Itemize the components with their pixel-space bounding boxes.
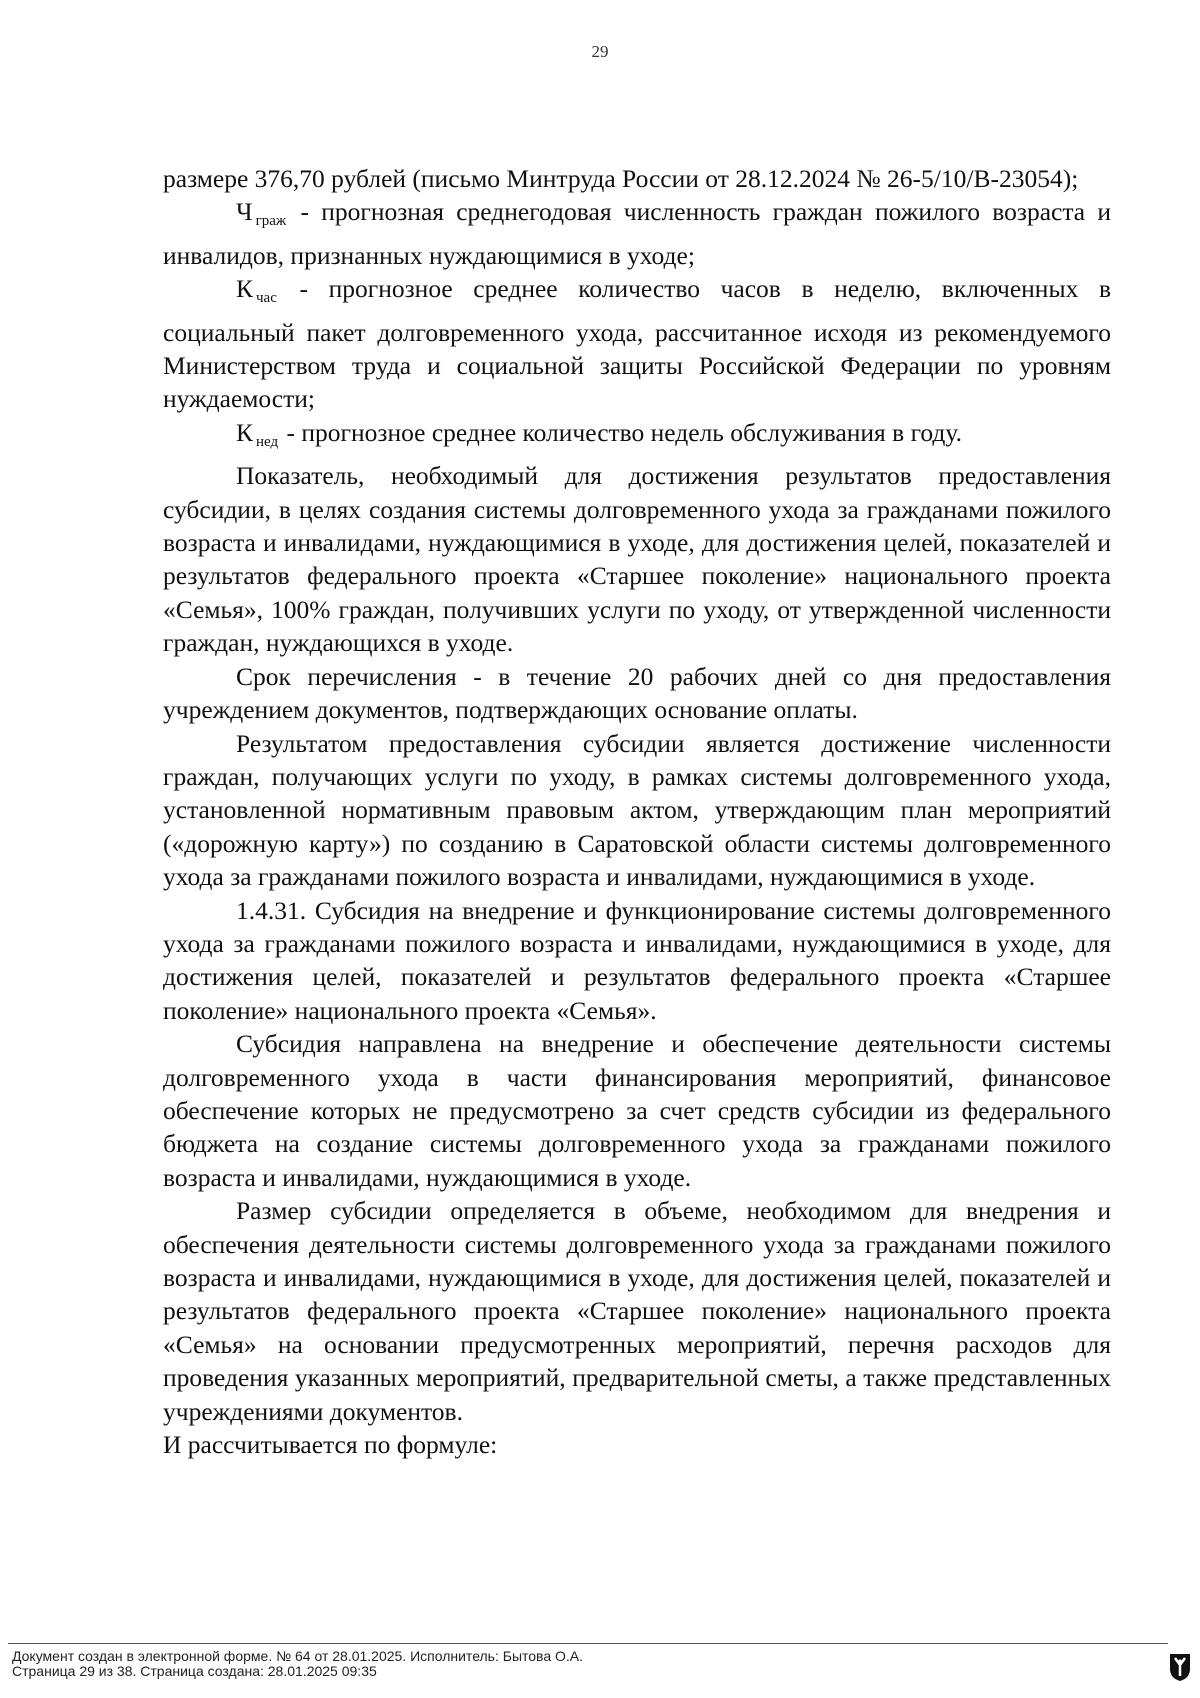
variable-subscript: нед	[256, 433, 279, 450]
definition-text: - прогнозное среднее количество часов в неделю, включенных в социальный пакет долговременного ухода, рассчитанное исходя из рекомендуемого Министерством труда и социальной защиты Российской Федерации по уровням нуждаемости;	[163, 274, 1111, 414]
definition-text: - прогнозное среднее количество недель обслуживания в году.	[280, 417, 962, 447]
footer-document-info: Документ создан в электронной форме. № 64 от 28.01.2025. Исполнитель: Бытова О.А.	[12, 1648, 584, 1664]
page-number: 29	[591, 42, 609, 61]
paragraph-result: Результатом предоставления субсидии является достижение численности граждан, получающих услуги по уходу, в рамках системы долговременного ухода, установленной нормативным правовым актом, утверждающим план мероприятий («дорожную карту») по созданию в Саратовской области системы долговременного ухода за гражданами пожилого возраста и инвалидами, нуждающимися в уходе.	[163, 728, 1111, 892]
definition-text: - прогнозная среднегодовая численность граждан пожилого возраста и инвалидов, признанных нуждающимися в уходе;	[163, 197, 1111, 270]
paragraph-transfer-term: Срок перечисления - в течение 20 рабочих дней со дня предоставления учреждением документов, подтверждающих основание оплаты.	[163, 661, 1111, 725]
paragraph-subsidy-purpose: Субсидия направлена на внедрение и обеспечение деятельности системы долговременного ухода в части финансирования мероприятий, финансовое обеспечение которых не предусмотрено за счет средств субсидии из федерального бюджета на создание системы долговременного ухода за гражданами пожилого возраста и инвалидами, нуждающимися в уходе.	[163, 1029, 1111, 1192]
document-body	[163, 162, 1111, 1461]
paragraph-formula-intro: И рассчитывается по формуле:	[163, 1430, 498, 1460]
definition-k-chas	[163, 272, 1111, 416]
variable-subscript: граж	[255, 213, 287, 230]
footer-page-info: Страница 29 из 38. Страница создана: 28.01.2025 09:35	[12, 1663, 377, 1679]
variable-symbol: К	[236, 417, 254, 447]
footer	[12, 1649, 1132, 1679]
footer-divider	[8, 1643, 1168, 1644]
paragraph-subsidy-amount: Размер субсидии определяется в объеме, необходимом для внедрения и обеспечения деятельности системы долговременного ухода за гражданами пожилого возраста и инвалидами, нуждающимися в уходе, для достижения целей, показателей и результатов федерального проекта «Старшее поколение» национального проекта «Семья» на основании предусмотренных мероприятий, перечня расходов для проведения указанных мероприятий, предварительной сметы, а также представленных учреждениями документов.	[163, 1196, 1111, 1426]
variable-symbol: Ч	[236, 197, 253, 227]
paragraph-section-1-4-31: 1.4.31. Субсидия на внедрение и функционирование системы долговременного ухода за гражданами пожилого возраста и инвалидами, нуждающимися в уходе, для достижения целей, показателей и результатов федерального проекта «Старшее поколение» национального проекта «Семья».	[163, 895, 1111, 1025]
definition-ch-grazh	[163, 195, 1111, 272]
paragraph-continuation: размере 376,70 рублей (письмо Минтруда России от 28.12.2024 № 26-5/10/В-23054);	[163, 164, 1079, 193]
paragraph-indicator: Показатель, необходимый для достижения результатов предоставления субсидии, в целях создания системы долговременного ухода за гражданами пожилого возраста и инвалидами, нуждающимися в уходе, для достижения целей, показателей и результатов федерального проекта «Старшее поколение» национального проекта «Семья», 100% граждан, получивших услуги по уходу, от утвержденной численности граждан, нуждающихся в уходе.	[163, 461, 1111, 658]
variable-subscript: час	[256, 290, 277, 307]
variable-symbol: К	[236, 274, 254, 304]
definition-k-ned	[163, 416, 1111, 459]
coat-of-arms-icon	[1168, 1652, 1192, 1682]
